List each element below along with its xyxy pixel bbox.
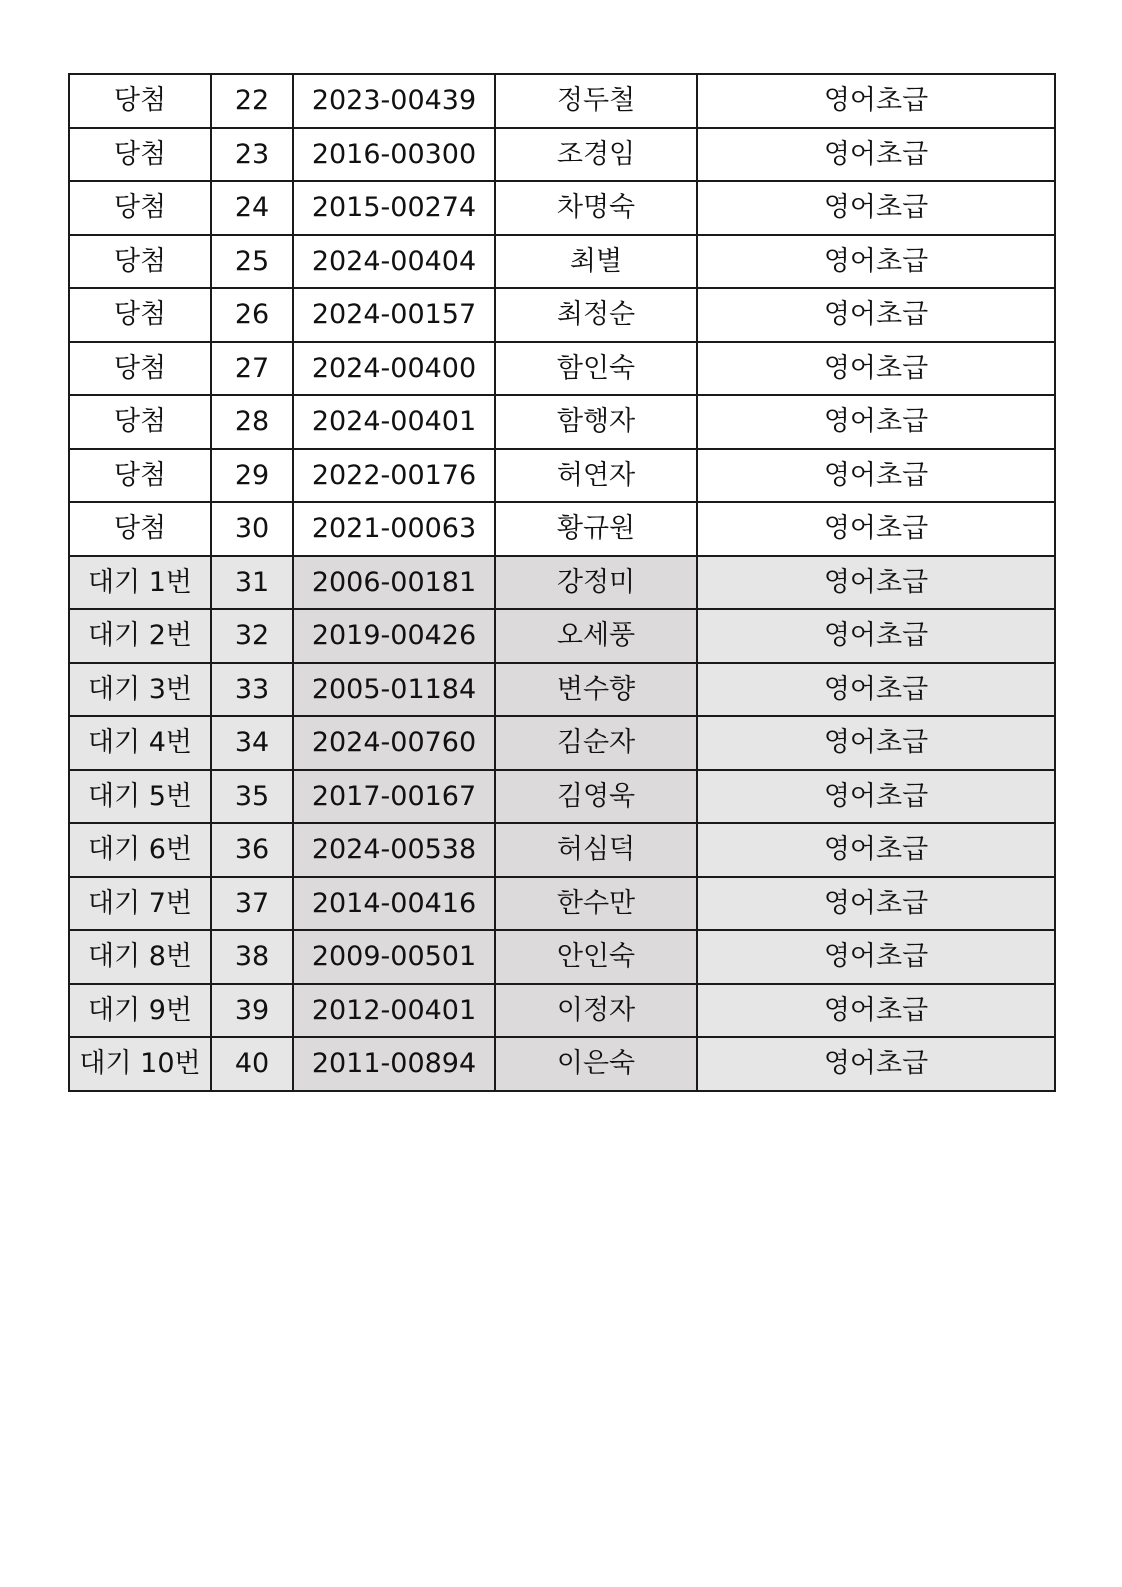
number-cell: 24 xyxy=(211,181,293,235)
member-id-cell: 2005-01184 xyxy=(293,663,495,717)
member-id-cell: 2024-00404 xyxy=(293,235,495,289)
member-name-cell: 이정자 xyxy=(495,984,697,1038)
course-cell: 영어초급 xyxy=(697,823,1055,877)
status-cell: 대기 4번 xyxy=(69,716,211,770)
status-cell: 대기 2번 xyxy=(69,609,211,663)
member-id-cell: 2024-00157 xyxy=(293,288,495,342)
member-name-cell: 한수만 xyxy=(495,877,697,931)
member-name-cell: 최정순 xyxy=(495,288,697,342)
course-cell: 영어초급 xyxy=(697,395,1055,449)
course-cell: 영어초급 xyxy=(697,342,1055,396)
course-cell: 영어초급 xyxy=(697,128,1055,182)
status-cell: 당첨 xyxy=(69,74,211,128)
table-body xyxy=(69,74,1055,1091)
number-cell: 30 xyxy=(211,502,293,556)
course-cell: 영어초급 xyxy=(697,1037,1055,1091)
status-cell: 당첨 xyxy=(69,235,211,289)
member-name-cell: 조경임 xyxy=(495,128,697,182)
table-row xyxy=(69,823,1055,877)
number-cell: 31 xyxy=(211,556,293,610)
table-row xyxy=(69,1037,1055,1091)
status-cell: 대기 3번 xyxy=(69,663,211,717)
member-id-cell: 2024-00760 xyxy=(293,716,495,770)
member-id-cell: 2006-00181 xyxy=(293,556,495,610)
number-cell: 33 xyxy=(211,663,293,717)
course-cell: 영어초급 xyxy=(697,770,1055,824)
table-row xyxy=(69,609,1055,663)
table-row xyxy=(69,663,1055,717)
table-row xyxy=(69,342,1055,396)
member-id-cell: 2017-00167 xyxy=(293,770,495,824)
number-cell: 22 xyxy=(211,74,293,128)
status-cell: 대기 8번 xyxy=(69,930,211,984)
table-row xyxy=(69,770,1055,824)
table-row xyxy=(69,74,1055,128)
status-cell: 대기 10번 xyxy=(69,1037,211,1091)
table-row xyxy=(69,877,1055,931)
number-cell: 29 xyxy=(211,449,293,503)
member-id-cell: 2024-00538 xyxy=(293,823,495,877)
status-cell: 대기 7번 xyxy=(69,877,211,931)
table-row xyxy=(69,502,1055,556)
table-row xyxy=(69,288,1055,342)
member-name-cell: 김영욱 xyxy=(495,770,697,824)
status-cell: 당첨 xyxy=(69,502,211,556)
table-row xyxy=(69,449,1055,503)
member-name-cell: 강정미 xyxy=(495,556,697,610)
lottery-result-sheet xyxy=(68,73,1054,1092)
table-row xyxy=(69,395,1055,449)
member-name-cell: 함행자 xyxy=(495,395,697,449)
member-id-cell: 2019-00426 xyxy=(293,609,495,663)
status-cell: 대기 5번 xyxy=(69,770,211,824)
course-cell: 영어초급 xyxy=(697,235,1055,289)
member-name-cell: 김순자 xyxy=(495,716,697,770)
member-id-cell: 2024-00401 xyxy=(293,395,495,449)
member-name-cell: 오세풍 xyxy=(495,609,697,663)
number-cell: 25 xyxy=(211,235,293,289)
table-row xyxy=(69,556,1055,610)
table-row xyxy=(69,930,1055,984)
number-cell: 35 xyxy=(211,770,293,824)
table-row xyxy=(69,984,1055,1038)
member-name-cell: 허연자 xyxy=(495,449,697,503)
table-row xyxy=(69,128,1055,182)
course-cell: 영어초급 xyxy=(697,288,1055,342)
status-cell: 당첨 xyxy=(69,449,211,503)
member-id-cell: 2014-00416 xyxy=(293,877,495,931)
status-cell: 대기 1번 xyxy=(69,556,211,610)
course-cell: 영어초급 xyxy=(697,181,1055,235)
course-cell: 영어초급 xyxy=(697,556,1055,610)
table-row xyxy=(69,235,1055,289)
number-cell: 34 xyxy=(211,716,293,770)
number-cell: 28 xyxy=(211,395,293,449)
course-cell: 영어초급 xyxy=(697,449,1055,503)
course-cell: 영어초급 xyxy=(697,716,1055,770)
number-cell: 23 xyxy=(211,128,293,182)
member-id-cell: 2011-00894 xyxy=(293,1037,495,1091)
status-cell: 당첨 xyxy=(69,395,211,449)
number-cell: 36 xyxy=(211,823,293,877)
member-id-cell: 2015-00274 xyxy=(293,181,495,235)
member-name-cell: 차명숙 xyxy=(495,181,697,235)
number-cell: 39 xyxy=(211,984,293,1038)
status-cell: 대기 9번 xyxy=(69,984,211,1038)
course-cell: 영어초급 xyxy=(697,609,1055,663)
member-id-cell: 2012-00401 xyxy=(293,984,495,1038)
member-id-cell: 2021-00063 xyxy=(293,502,495,556)
number-cell: 37 xyxy=(211,877,293,931)
status-cell: 대기 6번 xyxy=(69,823,211,877)
course-cell: 영어초급 xyxy=(697,502,1055,556)
number-cell: 40 xyxy=(211,1037,293,1091)
member-name-cell: 최별 xyxy=(495,235,697,289)
status-cell: 당첨 xyxy=(69,342,211,396)
member-name-cell: 함인숙 xyxy=(495,342,697,396)
member-name-cell: 변수향 xyxy=(495,663,697,717)
number-cell: 27 xyxy=(211,342,293,396)
course-cell: 영어초급 xyxy=(697,663,1055,717)
course-cell: 영어초급 xyxy=(697,877,1055,931)
number-cell: 32 xyxy=(211,609,293,663)
number-cell: 26 xyxy=(211,288,293,342)
status-cell: 당첨 xyxy=(69,181,211,235)
status-cell: 당첨 xyxy=(69,128,211,182)
member-name-cell: 황규원 xyxy=(495,502,697,556)
member-id-cell: 2023-00439 xyxy=(293,74,495,128)
member-id-cell: 2024-00400 xyxy=(293,342,495,396)
status-cell: 당첨 xyxy=(69,288,211,342)
course-cell: 영어초급 xyxy=(697,984,1055,1038)
table-row xyxy=(69,181,1055,235)
member-name-cell: 정두철 xyxy=(495,74,697,128)
course-cell: 영어초급 xyxy=(697,74,1055,128)
course-cell: 영어초급 xyxy=(697,930,1055,984)
member-name-cell: 안인숙 xyxy=(495,930,697,984)
member-id-cell: 2009-00501 xyxy=(293,930,495,984)
member-name-cell: 이은숙 xyxy=(495,1037,697,1091)
member-id-cell: 2022-00176 xyxy=(293,449,495,503)
table-row xyxy=(69,716,1055,770)
member-name-cell: 허심덕 xyxy=(495,823,697,877)
member-id-cell: 2016-00300 xyxy=(293,128,495,182)
lottery-result-table xyxy=(68,73,1056,1092)
number-cell: 38 xyxy=(211,930,293,984)
